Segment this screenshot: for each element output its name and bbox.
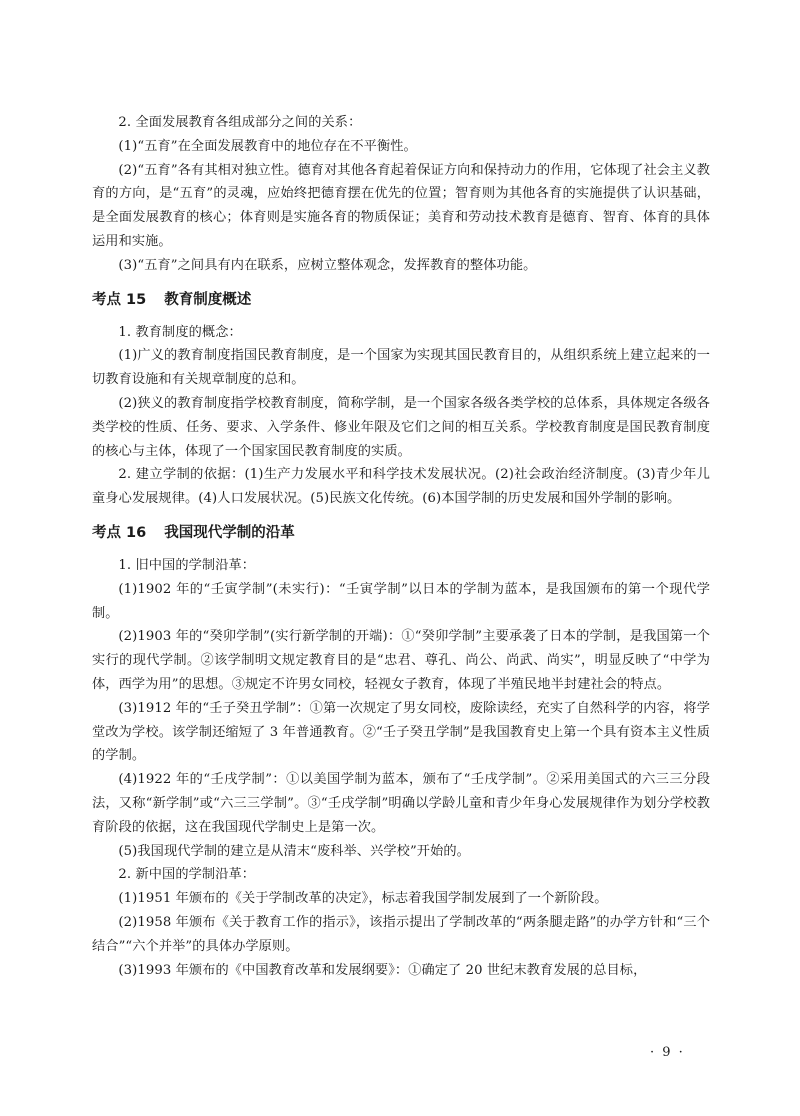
- paragraph: 1. 教育制度的概念：: [118, 324, 242, 340]
- heading-title: 教育制度概述: [164, 291, 252, 308]
- paragraph: (2)“五育”各有其相对独立性。德育对其他各育起着保证方向和保持动力的作用，它体现了社会主义教育的方向，是“五育”的灵魂，应始终把德育摆在优先的位置；智育则为其他各育的实施提供了认识基础，是全面发展教育的核心；体育则是实施各育的物质保证；美育和劳动技术教育是德育、智育、体育的具体运用和实施。: [92, 162, 710, 249]
- heading-number: 考点 15: [92, 291, 147, 308]
- paragraph: 1. 旧中国的学制沿革：: [118, 557, 256, 573]
- paragraph: (1)1902 年的“壬寅学制”(未实行)：“壬寅学制”以日本的学制为蓝本，是我国颁布的第一个现代学制。: [92, 581, 710, 621]
- section-heading-16: [92, 521, 710, 545]
- paragraph: (5)我国现代学制的建立是从清末“废科举、兴学校”开始的。: [118, 843, 470, 859]
- page-number: · 9 ·: [650, 1045, 685, 1060]
- paragraph: (1)1951 年颁布的《关于学制改革的决定》，标志着我国学制发展到了一个新阶段。: [118, 891, 608, 907]
- paragraph: (4)1922 年的“壬戌学制”：①以美国学制为蓝本，颁布了“壬戌学制”。②采用美国式的六三三分段法，又称“新学制”或“六三三学制”。③“壬戌学制”明确以学龄儿童和青少年身心发展规律作为划分学校教育阶段的依据，这在我国现代学制史上是第一次。: [92, 772, 710, 835]
- paragraph: 2. 建立学制的依据：(1)生产力发展水平和科学技术发展状况。(2)社会政治经济制度。(3)青少年儿童身心发展规律。(4)人口发展状况。(5)民族文化传统。(6)本国学制的历史发展和国外学制的影响。: [92, 467, 710, 507]
- section-heading-15: [92, 288, 710, 312]
- paragraph: (3)“五育”之间具有内在联系，应树立整体观念，发挥教育的整体功能。: [118, 257, 537, 273]
- paragraph: 2. 全面发展教育各组成部分之间的关系：: [118, 115, 362, 130]
- heading-number: 考点 16: [92, 524, 147, 541]
- page-content: [92, 111, 710, 1071]
- paragraph: (1)“五育”在全面发展教育中的地位存在不平衡性。: [118, 138, 417, 154]
- paragraph: (3)1993 年颁布的《中国教育改革和发展纲要》：①确定了 20 世纪末教育发展的总目标，: [118, 962, 647, 978]
- paragraph: (2)狭义的教育制度指学校教育制度，简称学制，是一个国家各级各类学校的总体系，具体规定各级各类学校的性质、任务、要求、入学条件、修业年限及它们之间的相互关系。学校教育制度是国民教育制度的核心与主体，体现了一个国家国民教育制度的实质。: [92, 395, 710, 459]
- paragraph: (2)1958 年颁布《关于教育工作的指示》，该指示提出了学制改革的“两条腿走路”的办学方针和“三个结合”“六个并举”的具体办学原则。: [92, 914, 710, 954]
- paragraph: (1)广义的教育制度指国民教育制度，是一个国家为实现其国民教育目的，从组织系统上建立起来的一切教育设施和有关规章制度的总和。: [92, 348, 710, 388]
- paragraph: (3)1912 年的“壬子癸丑学制”：①第一次规定了男女同校，废除读经，充实了自然科学的内容，将学堂改为学校。该学制还缩短了 3 年普通教育。②“壬子癸丑学制”是我国教育史上第一个具有资本主义性质的学制。: [92, 700, 710, 764]
- paragraph: 2. 新中国的学制沿革：: [118, 867, 256, 883]
- heading-title: 我国现代学制的沿革: [164, 524, 295, 541]
- paragraph: (2)1903 年的“癸卯学制”(实行新学制的开端)：①“癸卯学制”主要承袭了日本的学制，是我国第一个实行的现代学制。②该学制明文规定教育目的是“忠君、尊孔、尚公、尚武、尚实”，明显反映了“中学为体，西学为用”的思想。③规定不许男女同校，轻视女子教育，体现了半殖民地半封建社会的特点。: [92, 629, 710, 692]
